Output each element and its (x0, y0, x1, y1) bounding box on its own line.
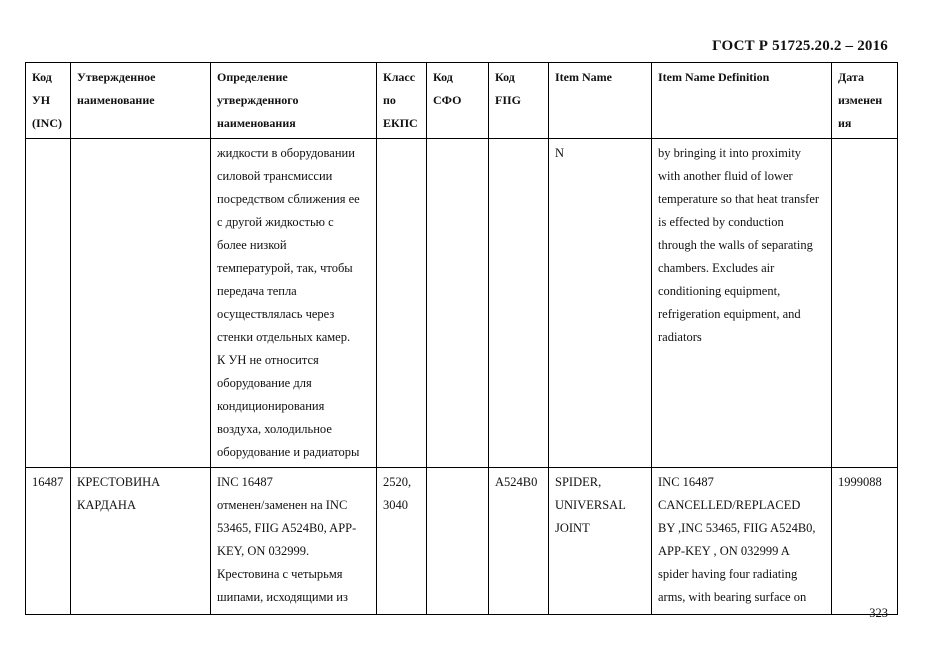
cell-text-line: кондиционирования (217, 399, 325, 413)
cell-text-line: chambers. Excludes air (658, 261, 775, 275)
column-header-item-name (549, 63, 652, 139)
column-header-line: СФО (433, 93, 462, 107)
column-header-line: Класс (383, 70, 416, 84)
cell-class (377, 468, 427, 615)
cell-text-line: KEY, ON 032999. (217, 544, 310, 558)
cell-name (71, 468, 211, 615)
cell-text-line: температурой, так, чтобы (217, 261, 353, 275)
table-row (26, 139, 898, 468)
column-header-line: УН (32, 93, 51, 107)
cell-text-line: through the walls of separating (658, 238, 813, 252)
column-header-line: Код (433, 70, 453, 84)
column-header-line: утвержденного (217, 93, 299, 107)
column-header-line: по (383, 93, 396, 107)
data-table (25, 62, 898, 615)
cell-text-line: стенки отдельных камер. (217, 330, 351, 344)
column-header-date (832, 63, 898, 139)
cell-text-line: 2520, (383, 475, 412, 489)
column-header-line: наименования (217, 116, 296, 130)
cell-definition (211, 139, 377, 468)
column-header-line: Код (32, 70, 52, 84)
cell-text-line: шипами, исходящими из (217, 590, 348, 604)
cell-text-line: 3040 (383, 498, 408, 512)
cell-text-line: UNIVERSAL (555, 498, 626, 512)
cell-name (71, 139, 211, 468)
column-header-line: наименование (77, 93, 155, 107)
cell-text-line: КРЕСТОВИНА (77, 475, 161, 489)
cell-inc (26, 468, 71, 615)
column-header-line: Item Name Definition (658, 70, 770, 84)
cell-text-line: with another fluid of lower (658, 169, 793, 183)
column-header-item-def (652, 63, 832, 139)
column-header-definition (211, 63, 377, 139)
cell-text-line: более низкой (217, 238, 287, 252)
cell-text-line: с другой жидкостью с (217, 215, 334, 229)
column-header-class (377, 63, 427, 139)
cell-item-name (549, 139, 652, 468)
cell-text-line: оборудование и радиаторы (217, 445, 360, 459)
cell-date (832, 139, 898, 468)
cell-definition (211, 468, 377, 615)
cell-item-def (652, 139, 832, 468)
cell-inc (26, 139, 71, 468)
table-row (26, 468, 898, 615)
cell-text-line: temperature so that heat transfer (658, 192, 820, 206)
cell-text-line: refrigeration equipment, and (658, 307, 801, 321)
cell-text-line: spider having four radiating (658, 567, 798, 581)
column-header-sfo (427, 63, 489, 139)
cell-fiig (489, 139, 549, 468)
page-number: 323 (869, 606, 888, 620)
cell-text-line: arms, with bearing surface on (658, 590, 807, 604)
column-header-line: ия (838, 116, 852, 130)
cell-text-line: 53465, FIIG A524B0, APP- (217, 521, 357, 535)
column-header-line: Определение (217, 70, 288, 84)
column-header-line: FIIG (495, 93, 522, 107)
column-header-line: изменен (838, 93, 883, 107)
cell-text-line: осуществлялась через (217, 307, 335, 321)
cell-text-line: оборудование для (217, 376, 312, 390)
cell-text-line: conditioning equipment, (658, 284, 781, 298)
column-header-line: Код (495, 70, 515, 84)
cell-text-line: жидкости в оборудовании (217, 146, 355, 160)
cell-sfo (427, 468, 489, 615)
cell-date (832, 468, 898, 615)
cell-text-line: INC 16487 (658, 475, 714, 489)
cell-text-line: 1999088 (838, 475, 882, 489)
cell-text-line: воздуха, холодильное (217, 422, 332, 436)
cell-text-line: посредством сближения ее (217, 192, 360, 206)
column-header-line: Утвержденное (77, 70, 156, 84)
column-header-line: ЕКПС (383, 116, 418, 130)
cell-item-name (549, 468, 652, 615)
cell-class (377, 139, 427, 468)
column-header-line: Item Name (555, 70, 612, 84)
cell-text-line: КАРДАНА (77, 498, 136, 512)
cell-text-line: BY ,INC 53465, FIIG A524B0, (658, 521, 816, 535)
cell-text-line: is effected by conduction (658, 215, 784, 229)
cell-text-line: N (555, 146, 565, 160)
cell-text-line: CANCELLED/REPLACED (658, 498, 801, 512)
cell-text-line: radiators (658, 330, 702, 344)
cell-text-line: INC 16487 (217, 475, 273, 489)
cell-text-line: силовой трансмиссии (217, 169, 333, 183)
cell-item-def (652, 468, 832, 615)
cell-sfo (427, 139, 489, 468)
cell-fiig (489, 468, 549, 615)
column-header-name (71, 63, 211, 139)
column-header-line: Дата (838, 70, 864, 84)
cell-text-line: APP-KEY , ON 032999 A (658, 544, 790, 558)
column-header-inc (26, 63, 71, 139)
cell-text-line: SPIDER, (555, 475, 602, 489)
cell-text-line: передача тепла (217, 284, 297, 298)
cell-text-line: by bringing it into proximity (658, 146, 802, 160)
column-header-line: (INC) (32, 116, 62, 130)
cell-text-line: отменен/заменен на INC (217, 498, 348, 512)
document-code: ГОСТ Р 51725.20.2 – 2016 (712, 38, 888, 54)
cell-text-line: 16487 (32, 475, 64, 489)
cell-text-line: К УН не относится (217, 353, 319, 367)
column-header-fiig (489, 63, 549, 139)
cell-text-line: Крестовина с четырьмя (217, 567, 343, 581)
cell-text-line: A524B0 (495, 475, 538, 489)
header-row (26, 63, 898, 139)
cell-text-line: JOINT (555, 521, 590, 535)
